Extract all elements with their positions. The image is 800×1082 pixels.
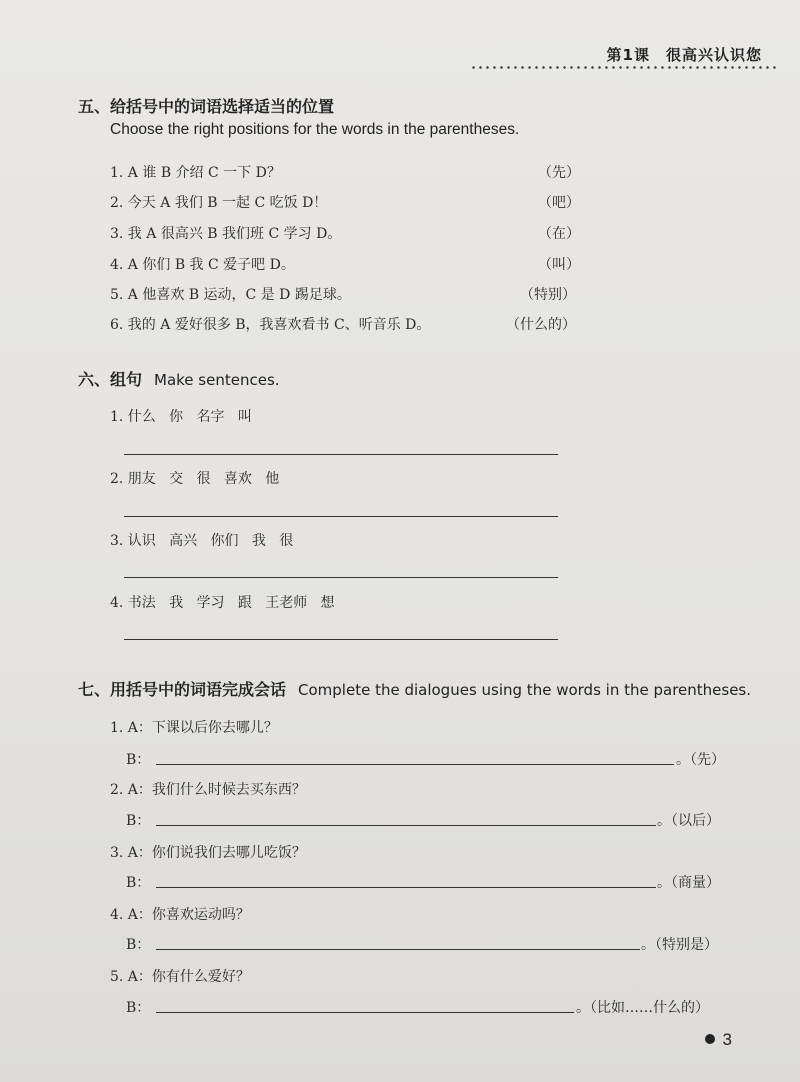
s7-b-2: B：: [126, 813, 151, 829]
s7-hint-4: 。（特别是）: [641, 937, 718, 953]
s7-answer-line-5[interactable]: [156, 1012, 574, 1013]
s7-hint-2: 。（以后）: [657, 813, 720, 829]
s7-a-3: 3. A：你们说我们去哪儿吃饭？: [110, 845, 306, 861]
section6-title-cn: 六、组句: [78, 370, 143, 389]
s7-b-3: B：: [126, 875, 151, 891]
s5-question-6: 6. 我的 A 爱好很多 B，我喜欢看书 C、听音乐 D。: [110, 317, 431, 333]
s6-answer-line-2[interactable]: [124, 516, 558, 517]
s5-question-1: 1. A 谁 B 介绍 C 一下 D？: [110, 165, 281, 181]
s5-question-4: 4. A 你们 B 我 C 爱子吧 D。: [110, 257, 295, 273]
lesson-title: 很高兴认识您: [665, 46, 762, 64]
s7-a-1: 1. A：下课以后你去哪儿？: [110, 720, 278, 736]
s5-word-4: （叫）: [538, 257, 580, 273]
page-number-value: 3: [722, 1030, 732, 1049]
s7-b-5: B：: [126, 1000, 151, 1016]
s6-words-2: 2. 朋友 交 很 喜欢 他: [110, 471, 280, 487]
s5-word-3: （在）: [538, 226, 580, 242]
lesson-number: 第1课: [606, 46, 650, 64]
s7-answer-line-3[interactable]: [156, 887, 656, 888]
page-number: [705, 1030, 732, 1050]
s5-word-2: （吧）: [538, 195, 580, 211]
s5-question-2: 2. 今天 A 我们 B 一起 C 吃饭 D！: [110, 195, 328, 211]
s7-hint-5: 。（比如……什么的）: [576, 1000, 709, 1016]
s7-a-5: 5. A：你有什么爱好？: [110, 969, 250, 985]
section7-title: [78, 677, 751, 700]
s7-answer-line-2[interactable]: [156, 825, 656, 826]
s6-words-3: 3. 认识 高兴 你们 我 很: [110, 533, 294, 549]
s6-words-4: 4. 书法 我 学习 跟 王老师 想: [110, 595, 335, 611]
section5-subtitle: Choose the right positions for the words in the parentheses.: [110, 121, 520, 138]
s7-hint-1: 。（先）: [676, 752, 725, 768]
s6-words-1: 1. 什么 你 名字 叫: [110, 409, 252, 425]
section6-title: [78, 367, 280, 390]
s7-hint-3: 。（商量）: [657, 875, 720, 891]
s5-word-1: （先）: [538, 165, 580, 181]
s6-answer-line-3[interactable]: [124, 577, 558, 578]
bullet-icon: [705, 1034, 715, 1044]
s6-answer-line-1[interactable]: [124, 454, 558, 455]
s7-b-4: B：: [126, 937, 151, 953]
s7-a-4: 4. A：你喜欢运动吗？: [110, 907, 250, 923]
section7-title-cn: 七、用括号中的词语完成会话: [78, 680, 287, 699]
section7-title-en: Complete the dialogues using the words in the parentheses.: [298, 681, 752, 699]
s7-answer-line-1[interactable]: [156, 764, 674, 765]
s6-answer-line-4[interactable]: [124, 639, 558, 640]
s7-a-2: 2. A：我们什么时候去买东西？: [110, 782, 306, 798]
s5-word-6: （什么的）: [506, 317, 576, 333]
s7-b-1: B：: [126, 752, 151, 768]
s5-word-5: （特别）: [520, 287, 576, 303]
s5-question-5: 5. A 他喜欢 B 运动，C 是 D 踢足球。: [110, 287, 351, 303]
section6-title-en: Make sentences.: [154, 371, 280, 389]
section5-title: 五、给括号中的词语选择适当的位置: [78, 97, 335, 116]
header-dotted-rule: [470, 66, 780, 69]
page-header: [607, 44, 762, 65]
s5-question-3: 3. 我 A 很高兴 B 我们班 C 学习 D。: [110, 226, 342, 242]
s7-answer-line-4[interactable]: [156, 949, 640, 950]
